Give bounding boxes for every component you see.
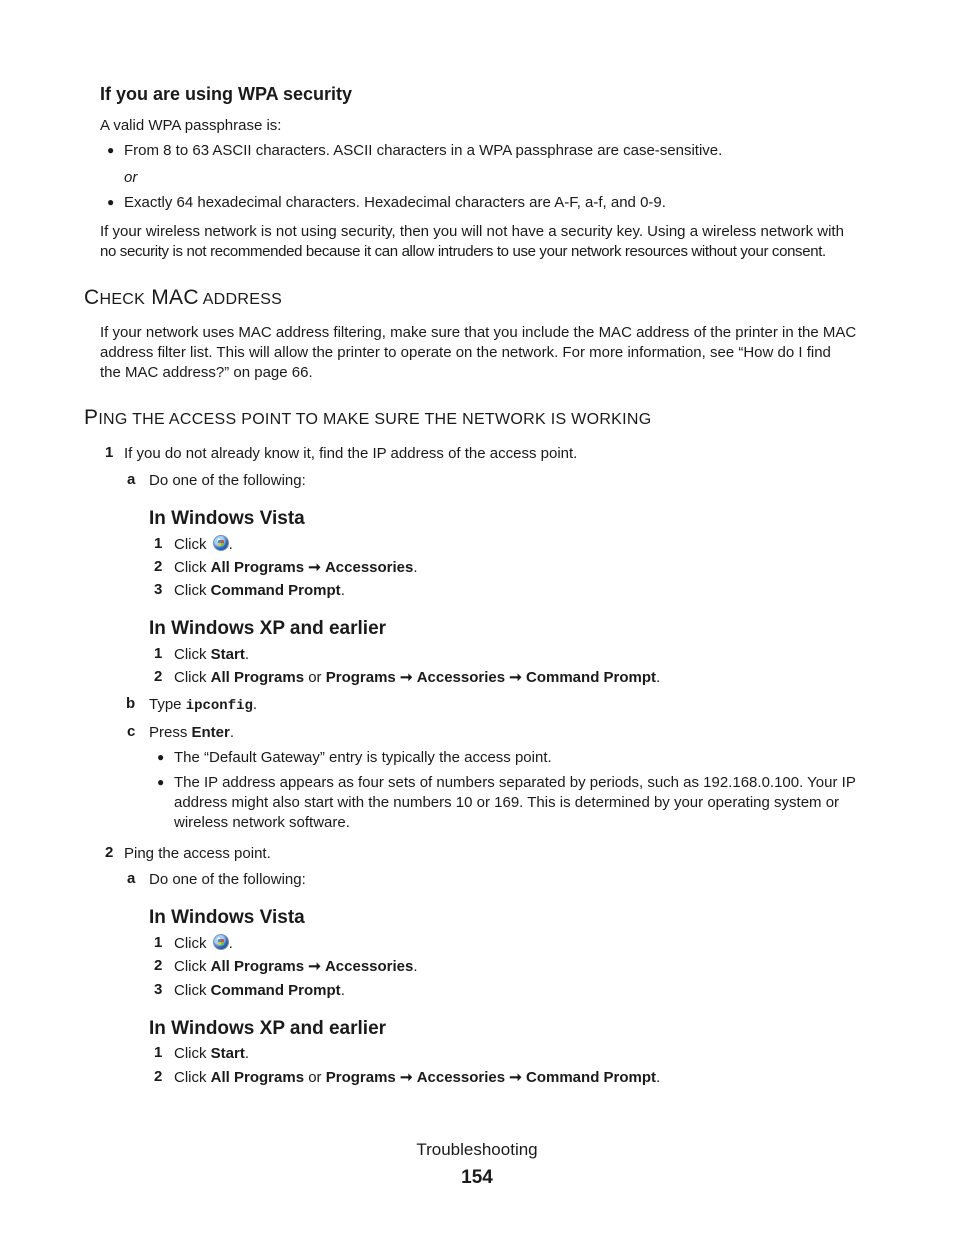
arrow-icon: ➞ (308, 958, 321, 975)
subheading-xp: In Windows XP and earlier (149, 618, 387, 639)
windows-start-icon[interactable] (213, 535, 229, 551)
wpa-paragraph-line-2: no security is not recommended because it can allow intruders to use your network resources without your consent. (100, 243, 826, 260)
step-number: 2 (154, 1068, 163, 1085)
arrow-icon: ➞ (399, 669, 413, 686)
wpa-paragraph-line-1: If your wireless network is not using security, then you will not have a security key. Using a wireless network with (100, 223, 844, 240)
arrow-icon: ➞ (308, 559, 321, 576)
vista-step-2: Click All Programs ➞ Accessories. (174, 559, 418, 576)
mac-line-1: If your network uses MAC address filtering, make sure that you include the MAC address of the printer in the MAC (100, 324, 857, 341)
substep-a-text: Do one of the following: (149, 871, 306, 888)
page-number: 154 (461, 1167, 493, 1188)
ip-bullet-line-1: The IP address appears as four sets of numbers separated by periods, such as 192.168.0.100. Your IP (174, 774, 856, 791)
wpa-bullet-1: From 8 to 63 ASCII characters. ASCII characters in a WPA passphrase are case-sensitive. (124, 142, 723, 159)
substep-mark: b (126, 695, 136, 712)
section-heading-ping: PING THE ACCESS POINT TO MAKE SURE THE NETWORK IS WORKING (84, 406, 652, 429)
vista-step-3: Click Command Prompt. (174, 982, 345, 999)
xp-step-1: Click Start. (174, 646, 250, 663)
wpa-bullet-2: Exactly 64 hexadecimal characters. Hexadecimal characters are A-F, a-f, and 0-9. (124, 194, 666, 211)
arrow-icon: ➞ (399, 1069, 413, 1086)
step-number: 1 (154, 535, 163, 552)
command-text: ipconfig (185, 698, 253, 714)
section-heading-mac: CHECK MAC ADDRESS (84, 286, 283, 309)
substep-mark: a (127, 471, 136, 488)
substep-c-text: Press Enter. (149, 724, 235, 741)
bullet-icon: ● (107, 195, 115, 209)
windows-start-icon[interactable] (213, 934, 229, 950)
subheading-xp: In Windows XP and earlier (149, 1018, 387, 1039)
substep-mark: c (127, 723, 136, 740)
mac-line-2: address filter list. This will allow the printer to operate on the network. For more information, see “How do I find (100, 344, 831, 361)
step-number: 2 (154, 957, 163, 974)
mac-line-3: the MAC address?” on page 66. (100, 364, 313, 381)
substep-b-text: Type ipconfig. (149, 696, 258, 714)
vista-step-1: Click . (174, 935, 233, 952)
step-number: 1 (154, 934, 163, 951)
vista-step-1: Click . (174, 536, 233, 553)
xp-step-2: Click All Programs or Programs ➞ Accessories ➞ Command Prompt. (174, 1069, 661, 1086)
xp-step-2: Click All Programs or Programs ➞ Accessories ➞ Command Prompt. (174, 669, 661, 686)
step-1-text: If you do not already know it, find the IP address of the access point. (124, 445, 578, 462)
step-number: 1 (105, 444, 114, 461)
arrow-icon: ➞ (509, 1069, 522, 1086)
footer-section-title: Troubleshooting (416, 1140, 538, 1159)
step-2-text: Ping the access point. (124, 845, 271, 862)
step-number: 1 (154, 645, 163, 662)
substep-mark: a (127, 870, 136, 887)
step-number: 2 (154, 668, 163, 685)
wpa-intro: A valid WPA passphrase is: (100, 117, 282, 134)
section-heading-wpa: If you are using WPA security (100, 84, 353, 104)
gateway-bullet: The “Default Gateway” entry is typically the access point. (174, 749, 552, 766)
bullet-icon: ● (107, 143, 115, 157)
step-number: 2 (105, 844, 114, 861)
step-number: 3 (154, 981, 163, 998)
bullet-icon: ● (157, 750, 165, 764)
substep-a-text: Do one of the following: (149, 472, 306, 489)
xp-step-1: Click Start. (174, 1045, 250, 1062)
vista-step-2: Click All Programs ➞ Accessories. (174, 958, 418, 975)
step-number: 1 (154, 1044, 163, 1061)
step-number: 3 (154, 581, 163, 598)
subheading-vista: In Windows Vista (149, 508, 305, 529)
ip-bullet-line-3: wireless network software. (174, 814, 350, 831)
arrow-icon: ➞ (509, 669, 522, 686)
subheading-vista: In Windows Vista (149, 907, 305, 928)
ip-bullet-line-2: address might also start with the numbers 10 or 169. This is determined by your operating system or (174, 794, 840, 811)
step-number: 2 (154, 558, 163, 575)
vista-step-3: Click Command Prompt. (174, 582, 345, 599)
wpa-or: or (124, 169, 138, 186)
bullet-icon: ● (157, 775, 165, 789)
